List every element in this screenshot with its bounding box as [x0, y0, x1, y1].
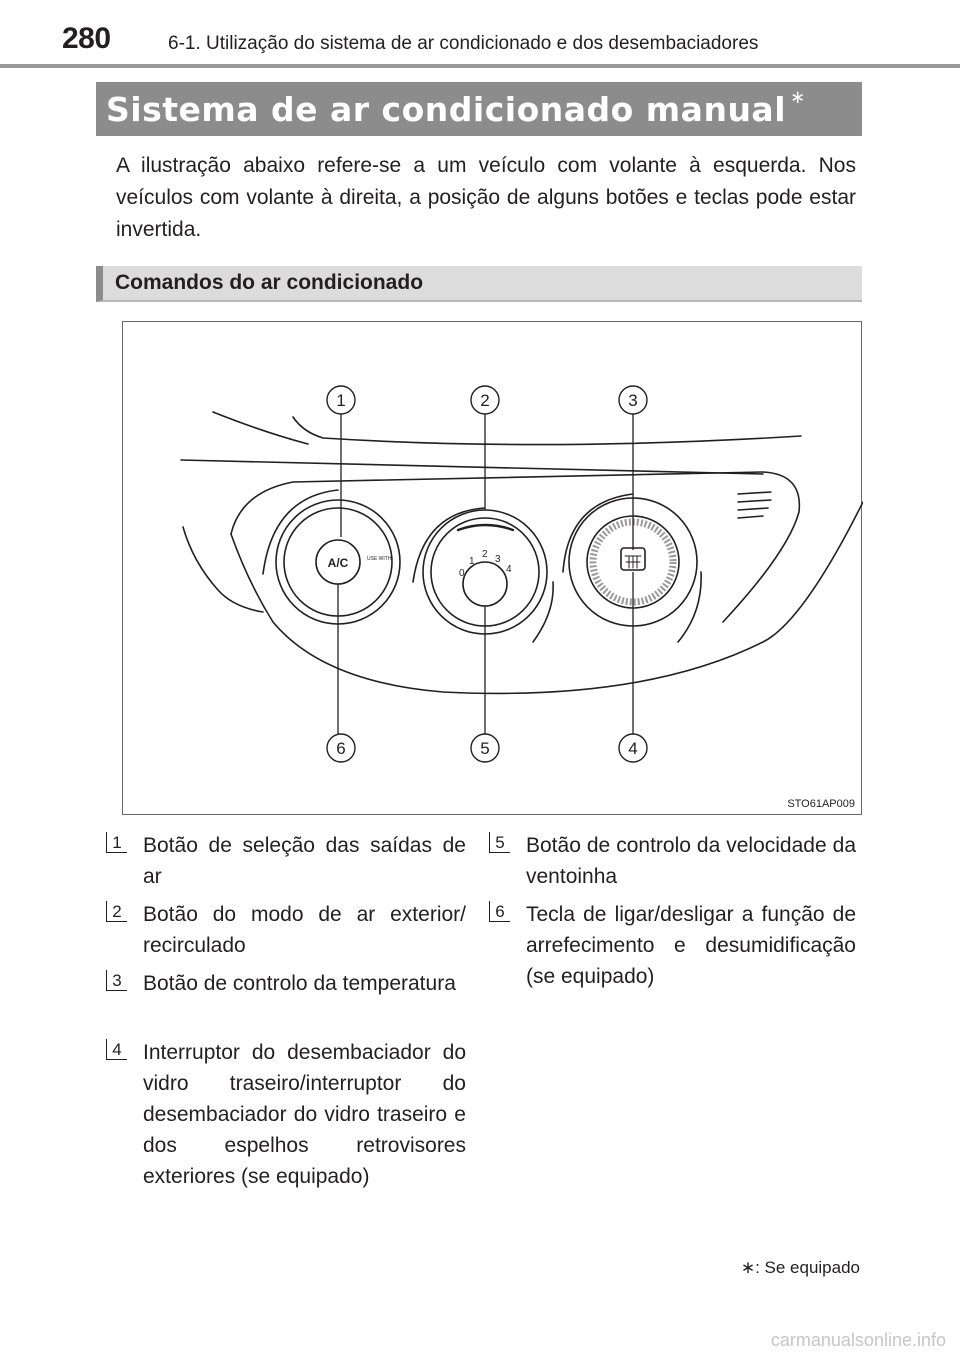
legend-text: Botão do modo de ar exterior/ recirculado [143, 903, 466, 957]
legend-item-3 [106, 968, 466, 999]
ac-controls-illustration [122, 321, 862, 815]
legend-item-4 [106, 1037, 466, 1192]
recirc-slider [458, 525, 513, 530]
section-star: ∗ [790, 86, 806, 107]
legend-number: 1 [106, 832, 128, 854]
figure-code: STO61AP009 [787, 798, 855, 810]
vent-line [738, 516, 763, 518]
callout-1-label: 1 [336, 391, 346, 410]
intro-paragraph: A ilustração abaixo refere-se a um veículo com volante à esquerda. Nos veículos com volante à direita, a posição de alguns botões e teclas pode estar invertida. [116, 154, 856, 241]
callout-4-label: 4 [628, 739, 638, 758]
section-title-bar [96, 82, 862, 136]
legend-item-5 [489, 830, 856, 892]
legend-text: Botão de controlo da temperatura [143, 972, 456, 995]
dash-line [181, 460, 763, 474]
legend-text: Tecla de ligar/desligar a função de arrefecimento e desumidificação (se equipado) [526, 903, 856, 988]
running-header: 6-1. Utilização do sistema de ar condicionado e dos desembaciadores [168, 33, 759, 54]
vent-line [738, 508, 768, 510]
page-number: 280 [62, 22, 111, 55]
use-with-label: USE WITH [367, 556, 392, 562]
callout-3-label: 3 [628, 391, 638, 410]
ac-label: A/C [327, 556, 349, 570]
legend-item-6 [489, 899, 856, 992]
subsection-title: Comandos do ar condicionado [115, 271, 424, 294]
legend-item-1 [106, 830, 466, 892]
vent-line [738, 500, 771, 502]
subsection-title-bar [96, 266, 862, 302]
footnote: ∗: Se equipado [740, 1258, 860, 1277]
fan-speed-2: 2 [482, 549, 488, 560]
legend-text: Interruptor do desembaciador do vidro traseiro/interruptor do desembaciador do vidro traseiro e dos espelhos retrovisores exteriores (se equipado) [143, 1041, 466, 1188]
watermark: carmanualsonline.info [770, 1330, 946, 1350]
ac-panel-drawing [123, 322, 863, 816]
callout-5-label: 5 [480, 739, 490, 758]
fan-speed-0: 0 [459, 568, 465, 579]
dash-line [293, 417, 801, 445]
legend-number: 2 [106, 901, 128, 923]
legend-text: Botão de seleção das saídas de ar [143, 834, 466, 888]
legend-text: Botão de controlo da velocidade da ventoinha [526, 834, 856, 888]
legend-number: 4 [106, 1039, 128, 1061]
fan-speed-3: 3 [495, 554, 501, 565]
callout-6-label: 6 [336, 739, 346, 758]
vent-line [738, 492, 771, 494]
knob-3-arc [678, 572, 701, 642]
legend-number: 3 [106, 970, 128, 992]
legend-number: 6 [489, 901, 511, 923]
dash-line [183, 527, 263, 612]
callout-2-label: 2 [480, 391, 490, 410]
fan-speed-1: 1 [469, 556, 475, 567]
section-title: Sistema de ar condicionado manual [106, 89, 787, 129]
legend-item-2 [106, 899, 466, 961]
fan-knob [463, 562, 507, 606]
fan-speed-4: 4 [506, 564, 512, 575]
legend-number: 5 [489, 832, 511, 854]
header-rule [0, 64, 960, 68]
dash-line [231, 502, 863, 693]
